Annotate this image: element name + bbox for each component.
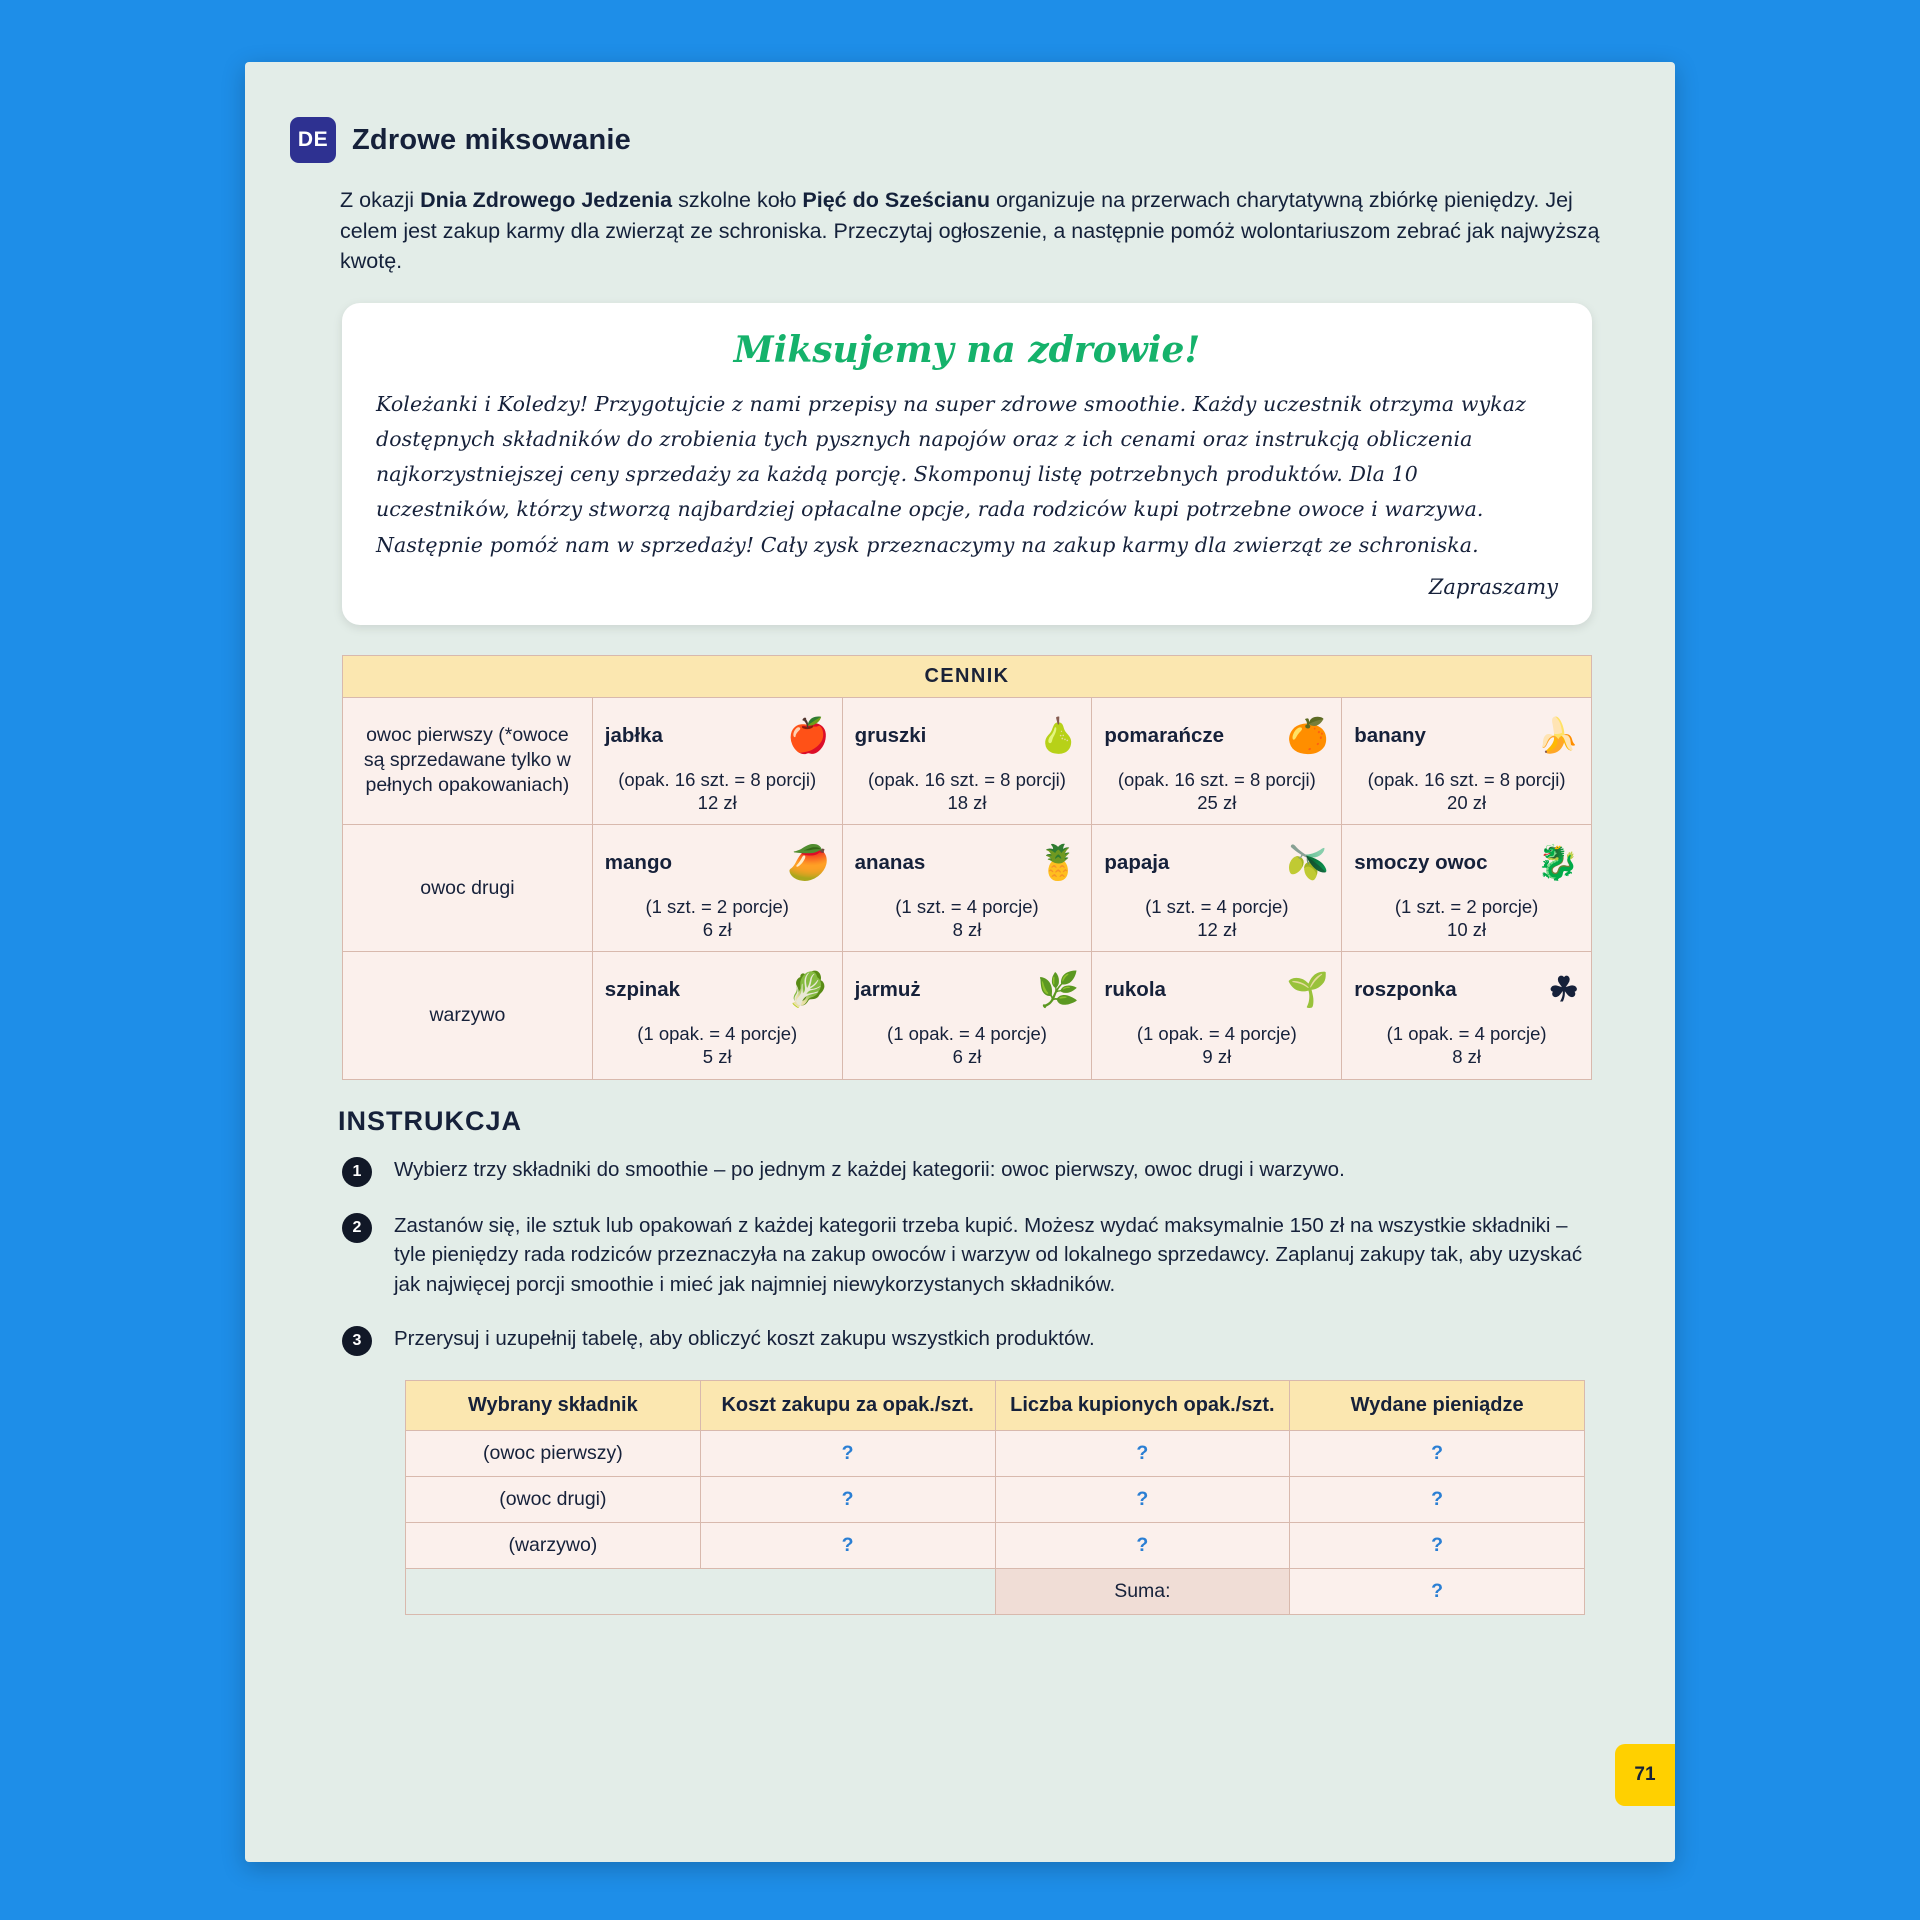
answer-row-label: (owoc pierwszy): [406, 1431, 701, 1477]
answer-input-cell[interactable]: ?: [995, 1523, 1290, 1569]
sum-spacer-b: [700, 1569, 995, 1615]
answer-table-header: Liczba kupionych opak./szt.: [995, 1381, 1290, 1431]
price-item-cell: [842, 697, 1092, 824]
price-item-cell: [1092, 952, 1342, 1079]
answer-table-header: Wydane pieniądze: [1290, 1381, 1585, 1431]
mango-icon: 🥭: [787, 844, 830, 883]
price-item-unit: (opak. 16 szt. = 8 porcji): [618, 768, 817, 790]
price-table-caption: CENNIK: [343, 655, 1592, 697]
price-item-name: roszponka: [1354, 978, 1457, 1002]
price-item-name: mango: [604, 851, 672, 875]
price-item-unit: (opak. 16 szt. = 8 porcji): [1117, 768, 1316, 790]
de-badge: DE: [290, 117, 336, 163]
price-item-cell: [592, 952, 842, 1079]
price-item-name: rukola: [1104, 978, 1166, 1002]
price-item-unit: (opak. 16 szt. = 8 porcji): [1367, 768, 1566, 790]
price-table-row: [343, 952, 1592, 1079]
page-content: [290, 117, 1630, 1615]
price-item-price: 8 zł: [952, 919, 982, 941]
step-number: 1: [342, 1157, 372, 1187]
answer-table: [405, 1380, 1585, 1615]
sum-label: Suma:: [995, 1569, 1290, 1615]
answer-input-cell[interactable]: ?: [700, 1477, 995, 1523]
page-header: [290, 117, 1630, 163]
banana-icon: 🍌: [1536, 716, 1579, 755]
instruction-step: [342, 1155, 1602, 1187]
answer-input-cell[interactable]: ?: [995, 1431, 1290, 1477]
answer-table-body: [406, 1431, 1585, 1615]
price-item-cell: [842, 825, 1092, 952]
worksheet-page: [245, 62, 1675, 1862]
price-item-name: banany: [1354, 723, 1426, 747]
price-item-cell: [842, 952, 1092, 1079]
orange-icon: 🍊: [1286, 716, 1330, 755]
sum-spacer-a: [406, 1569, 701, 1615]
price-item-unit: (opak. 16 szt. = 8 porcji): [868, 768, 1066, 790]
answer-table-header-row: [406, 1381, 1585, 1431]
spinach-icon: 🥬: [787, 971, 830, 1010]
instruction-step: [342, 1324, 1602, 1356]
price-item-unit: (1 szt. = 4 porcje): [1145, 896, 1289, 918]
price-item-name: pomarańcze: [1104, 723, 1225, 747]
papaya-icon: 🫒: [1286, 844, 1330, 883]
price-item-price: 25 zł: [1197, 791, 1237, 813]
price-item-price: 12 zł: [697, 791, 737, 813]
announcement-title: Miksujemy na zdrowie!: [733, 328, 1201, 371]
price-item-unit: (1 opak. = 4 porcje): [1386, 1023, 1547, 1045]
price-item-cell: [1342, 952, 1592, 1079]
price-item-price: 20 zł: [1447, 791, 1487, 813]
price-item-name: jarmuż: [854, 978, 921, 1002]
price-item-unit: (1 opak. = 4 porcje): [1136, 1023, 1297, 1045]
kale-icon: 🌿: [1037, 971, 1080, 1010]
price-item-name: smoczy owoc: [1354, 851, 1488, 875]
price-item-cell: [592, 697, 842, 824]
step-text: Zastanów się, ile sztuk lub opakowań z każdej kategorii trzeba kupić. Możesz wydać maksymalnie 150 zł na wszystkie składniki – tyle pieniędzy rada rodziców przeznaczyła na zakup owoców i warzyw od lokalnego sprzedawcy. Zaplanuj zakupy tak, aby uzyskać jak najwięcej porcji smoothie i mieć jak najmniej niewykorzystanych składników.: [394, 1213, 1583, 1297]
price-item-cell: [1092, 697, 1342, 824]
answer-input-cell[interactable]: ?: [1290, 1477, 1585, 1523]
price-item-cell: [1342, 825, 1592, 952]
price-item-cell: [1092, 825, 1342, 952]
answer-input-cell[interactable]: ?: [995, 1477, 1290, 1523]
step-number: 2: [342, 1213, 372, 1243]
price-item-price: 6 zł: [702, 919, 732, 941]
arugula-icon: 🌱: [1286, 971, 1330, 1010]
price-category-label: warzywo: [343, 952, 593, 1079]
price-item-price: 18 zł: [947, 791, 987, 813]
price-item-name: szpinak: [604, 978, 680, 1002]
instructions-title: INSTRUKCJA: [338, 1105, 523, 1136]
answer-input-cell[interactable]: ?: [700, 1523, 995, 1569]
price-table-caption-row: [343, 655, 1592, 697]
step-number: 3: [342, 1326, 372, 1356]
price-item-price: 9 zł: [1202, 1046, 1232, 1068]
price-item-name: jabłka: [604, 723, 663, 747]
intro-paragraph: Z okazji Dnia Zdrowego Jedzenia szkolne koło Pięć do Sześcianu organizuje na przerwach charytatywną zbiórkę pieniędzy. Jej celem jest zakup karmy dla zwierząt ze schroniska. Przeczytaj ogłoszenie, a następnie pomóż wolontariuszom zebrać jak najwyższą kwotę.: [340, 188, 1600, 274]
announcement-signature: Zapraszamy: [1428, 574, 1558, 599]
price-item-unit: (1 szt. = 4 porcje): [895, 896, 1039, 918]
price-table-row: [343, 697, 1592, 824]
answer-row-label: (warzywo): [406, 1523, 701, 1569]
pineapple-icon: 🍍: [1037, 844, 1080, 883]
price-table-row: [343, 825, 1592, 952]
step-text: Przerysuj i uzupełnij tabelę, aby obliczyć koszt zakupu wszystkich produktów.: [394, 1327, 1095, 1351]
price-item-cell: [1342, 697, 1592, 824]
price-item-price: 5 zł: [702, 1046, 732, 1068]
answer-table-head: [406, 1381, 1585, 1431]
price-item-unit: (1 opak. = 4 porcje): [887, 1023, 1047, 1045]
price-item-price: 10 zł: [1447, 919, 1487, 941]
lambslettuce-icon: ☘: [1548, 971, 1579, 1010]
price-item-name: papaja: [1104, 851, 1170, 875]
price-item-price: 8 zł: [1452, 1046, 1481, 1068]
answer-table-sum-row: [406, 1569, 1585, 1615]
answer-input-cell[interactable]: ?: [700, 1431, 995, 1477]
price-item-name: gruszki: [854, 723, 927, 747]
answer-table-header: Koszt zakupu za opak./szt.: [700, 1381, 995, 1431]
instruction-step: [342, 1211, 1602, 1301]
dragonfruit-icon: 🐉: [1536, 844, 1579, 883]
answer-table-row: [406, 1523, 1585, 1569]
price-category-label: owoc drugi: [343, 825, 593, 952]
step-text: Wybierz trzy składniki do smoothie – po jednym z każdej kategorii: owoc pierwszy, owoc drugi i warzywo.: [394, 1157, 1345, 1181]
price-item-unit: (1 opak. = 4 porcje): [637, 1023, 798, 1045]
instructions-list: [290, 1155, 1630, 1357]
answer-input-cell[interactable]: ?: [1290, 1431, 1585, 1477]
price-table: [342, 655, 1592, 1080]
page-number-tab: 71: [1615, 1744, 1675, 1806]
price-category-label: owoc pierwszy (*owoce są sprzedawane tylko w pełnych opakowaniach): [343, 697, 593, 824]
answer-table-header: Wybrany składnik: [406, 1381, 701, 1431]
price-item-unit: (1 szt. = 2 porcje): [645, 896, 789, 918]
price-table-body: [343, 655, 1592, 1079]
price-item-price: 6 zł: [952, 1046, 982, 1068]
announcement-body: Koleżanki i Koledzy! Przygotujcie z nami przepisy na super zdrowe smoothie. Każdy uczestnik otrzyma wykaz dostępnych składników do zrobienia tych pysznych napojów oraz z ich cenami oraz instrukcją obliczenia najkorzystniejszej ceny sprzedaży za każdą porcję. Skomponuj listę potrzebnych produktów. Dla 10 uczestników, którzy stworzą najbardziej opłacalne opcje, rada rodziców kupi potrzebne owoce i warzywa. Następnie pomóż nam w sprzedaży! Cały zysk przeznaczymy na zakup karmy dla zwierząt ze schroniska.: [376, 391, 1526, 557]
answer-row-label: (owoc drugi): [406, 1477, 701, 1523]
pear-icon: 🍐: [1037, 716, 1080, 755]
announcement-card: [342, 303, 1592, 625]
sum-value-cell[interactable]: ?: [1290, 1569, 1585, 1615]
page-title: Zdrowe miksowanie: [352, 123, 631, 156]
answer-table-row: [406, 1477, 1585, 1523]
price-item-cell: [592, 825, 842, 952]
price-item-price: 12 zł: [1197, 919, 1237, 941]
answer-table-row: [406, 1431, 1585, 1477]
answer-input-cell[interactable]: ?: [1290, 1523, 1585, 1569]
price-item-unit: (1 szt. = 2 porcje): [1394, 896, 1539, 918]
apple-icon: 🍎: [787, 716, 830, 755]
price-item-name: ananas: [854, 851, 926, 875]
